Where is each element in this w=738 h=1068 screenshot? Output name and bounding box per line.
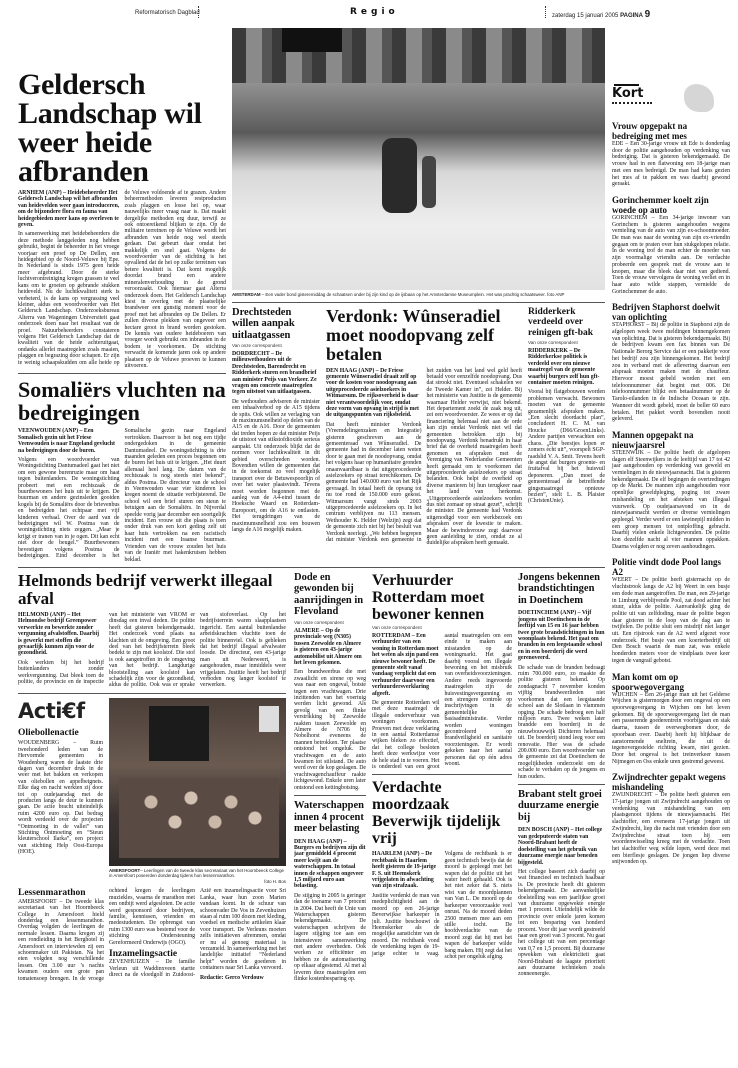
headline: Drechtsteden willen aanpak uitlaatgassen: [232, 306, 295, 341]
right-bottom-block: [294, 572, 605, 983]
lead: HELMOND (ANP) – Het Helmondse bedrijf Greenpower verwerkte en bewerkte zonder vergunning afvalstoffen. Daarbij is gewerkt met stoffen die gevaarlijk kunnen zijn voor de gezondheid.: [18, 611, 99, 657]
kort-headline: Politie vindt dode Pool langs A2: [612, 557, 722, 578]
body-text: De schade van de branden bedraagt ruim 700.000 euro, zo maakte de politie gisteren bekend. Op zondagnacht 7 november konden vijftig brandweerlieden niet voorkomen dat een leegstaande school aan de Slotlaan in vlammen opging. De schade bedroeg een half miljoen euro. Twee weken later brandde een boerderij in de nieuwbouwwijk Dichteren helemaal uit. De boerderij stond leeg voor een renovatie. Hier was de schade 200.000 euro. Een woordvoerder van de gemeente zei dat Doetinchem de mogelijkheden onderzoekt om de schade te verhalen op de jongens en hun ouders.: [518, 664, 605, 780]
kort-item: [612, 557, 730, 664]
article-dode-gewonden: [294, 572, 366, 791]
kort-headline: Bedrijven Staphorst doelwit van oplichting: [612, 302, 720, 323]
caption-place: AMERSFOORT: [109, 867, 141, 873]
page-date-line: [552, 9, 650, 20]
article-brabant: [518, 789, 605, 978]
divider: [18, 567, 605, 568]
headline-verhuurder: Verhuurder Rotterdam moet bewoner kennen: [372, 571, 485, 623]
article-somalie: [18, 378, 226, 563]
lead: DEN HAAG (ANP) – De Friese gemeente Wûnseradiel draait zelf op voor de kosten voor noodopvang aan uitgeprocedeerde asielzoekers in Witmarsum. De rijksoverheid is daar niet verantwoordelijk voor, omdat deze vorm van opvang in strijd is met de uitgangspunten van rijksbeleid.: [326, 367, 419, 419]
body-text: Justitie verdenkt de man van medeplichtigheid aan de moord op een 26-jarige Beverwijkse barkeeper in juli. Justitie beschouwt de Heemskerker als de mogelijke aanstichter van de moord. De rechtbank vond de verdenking tegen de 19-jarige echter te vaag. Volgens de rechtbank is er geen technisch bewijs dat de moord is gepleegd met het wapen dat de politie uit het water heeft gehaald. Ook is het niet zeker dat S. niets wist van de moordplannen van Van L. De moord op de barkeeper veroorzaakte veel onrust. Na de moord deden 2500 mensen mee aan een stille tocht. De hoofdverdachte van de moord zegt dat hij met het wapen de barkeeper wilde bang maken. Hij zegt dat het schot per ongeluk afging.: [372, 851, 512, 960]
byline: Van onze correspondent: [372, 624, 422, 630]
divider: [232, 302, 605, 303]
lead: VEENWOUDEN (ANP) – Een Somalisch gezin uit het Friese Veenwouden is naar Engeland gevlucht na bedreigingen door de buren.: [18, 428, 115, 454]
kort-body: ZWIJNDRECHT – De politie heeft gisteren een 17-jarige jongen uit Zwijndrecht aangehouden op verdenking van mishandeling van een plaatsgenoot tijdens de nieuwjaarsnacht. Het slachtoffer, een eveneens 17-jarige jongen uit Zwijndrecht, liep die nacht met vrienden door een Zwijndrechtse straat toen hij een woordenwisseling kreeg met de verdachte. Toen het slachtoffer weg wilde lopen, werd deze met een bierflesje geslagen. De jongen liep diverse snijwonden op.: [612, 792, 730, 866]
headline: Brabant stelt groei duurzame energie bij: [518, 788, 602, 823]
lead: ALMERE – Op de provinciale weg (N305) tussen Zeewolde en Almere is gisteren een 43-jarige automobilist uit Almere om het leven gekomen.: [294, 627, 362, 666]
body-text: De gemeente Rotterdam wil met deze maatregel de illegale onderverhuur van woningen voorkomen. Proeven met deze verklaring in een aantal Rotterdamse wijken bleken zo effectief, dat het college besloten heeft deze werkwijze voor de hele stad in te voeren. Het is onderdeel van een groot aantal maatregelen om een einde te maken aan misstanden op de woningmarkt. Het gaat daarbij vooral om illegale bewoning en het misbruik van overheidsvoorzieningen. Andere reeds ingevoerde maatregelen zijn de huisvestingsvergunning en een strengere controle op inschrijvingen in de gemeentelijke basisadministratie. Verder worden woningen gecontroleerd op brandveiligheid en sanitaire voorzieningen. Er wordt gekeken naar het aantal personen dat op één adres woont.: [372, 632, 512, 771]
article-body: [18, 612, 286, 689]
headline: Jongens bekennen brandstichtingen in Doetinchem: [518, 571, 600, 606]
actief-block: [18, 698, 286, 885]
headline-heide: Geldersch Landschap wil weer heide afbranden: [18, 68, 202, 188]
article-jongens-doetinchem: [518, 572, 605, 780]
divider: [198, 6, 199, 18]
actief-articles: [18, 888, 286, 982]
kort-item: [612, 772, 730, 866]
kort-header: [612, 84, 730, 114]
actief-left-column: [18, 698, 103, 856]
body-text-inzameling: ZEVENHUIZEN – De familie Verleun uit Waddinxveen startte direct na de vloedgolf in Zuidoost-Azië een inzamelingsactie voor Sri Lanka, waar hun zoon Marien vandaan komt. In de schuur van schoonvader De Vos in Zevenhuizen staan al ruim 100 dozen met kleding, voedsel en medische artikelen klaar voor transport. De Verleuns moeten zelfs initiatieven afremmen, omdat er nu al genoeg materiaal is verzameld. In samenwerking met het landelijke initiatief “Nederland helpt” worden de goederen in containers naar Sri Lanka vervoerd.: [109, 888, 286, 979]
page-number: 9: [644, 9, 651, 20]
article-drechtsteden: [232, 307, 320, 534]
kort-headline: Mannen opgepakt na nieuwjaarsrel: [612, 429, 694, 450]
lead: DEN HAAG (ANP) – Burgers en bedrijven zijn dit jaar gemiddeld 4 procent meer kwijt aan de waterschappen. In totaal innen de schappen ongeveer 1,5 miljard euro aan belasting.: [294, 838, 366, 890]
body-text: WOUDENBERG – Ruim tweehonderd leden van de Hervormde gemeenten in Woudenberg waren de laatste drie dagen van december druk in de weer met het bakken en verkopen van oliebollen en appelbeignets. Elke dag en nacht werkten zij door tot op oudejaarsdag met de producten langs de deur te kunnen gaan. De actie bracht uiteindelijk ruim 4200 euro op. Dat bedrag wordt verdeeld over de projecten “Ontmoeting in de vallei” van Stichting Ontmoeting en “Steun kleuterschool Ilarka”, een project van stichting Help Oost-Europa (HOE).: [18, 740, 103, 856]
body-text: Volgens een woordvoerder van Woningstichting Dantumadeel gaat het niet om een gewone burenruzie maar om haat tegen buitenlanders. De woningstichting probeert met een rechtszaak de buurtbewoners het huis uit te krijgen. De buurman en andere gezinsleden gooiden kogels bij de Somaliërs door de brievenbus en bedreigden het echtpaar met vijf kinderen verbaal. Over de aard van de bedreigingen wil W. Postma van de woningstichting niets zeggen. „Maar je krijgt er tranen van in je ogen. Dit kan echt niet door de beugel.” Buurtbewoners bevestigen volgens Postma de bedreigingen. Eind december is het Somalische gezin naar Engeland vertrokken. Daarvoor is het nog een tijdje ondergedoken in de gemeente Dantumadeel. De woningstichting is drie maanden geleden een proces begonnen om de buren het huis uit te krijgen. „Het duurt allemaal heel lang. De datum van de rechtszaak is nog steeds niet bekend”, aldus Postma. De directeur van de school in Veenwouden waar vier kinderen les kregen noemt de situatie verbijsterend. De school wil een brief sturen om steun te betuigen aan de Somaliërs. In Nijverdal speelde vorig jaar december een soortgelijk incident. Een vrouw uit die plaats is toen onder druk van een kort geding zelf uit haar huis vertrokken na een racistisch incident met een Iraanse buurman. Vrienden van de vrouw zouden het huis van de Iraniër met hakenkruisen hebben beklad.: [18, 428, 226, 563]
section-title: Regio: [350, 7, 399, 17]
body-text-lessenmarathon: AMERSFOORT – De tweede klas secretariaat van het Hoornbeeck College in Amersfoort hield donderdag een lessenmarathon. Overdag volgden de leerlingen de normale lessen. Daarna kregen zij een rondleiding in het Berghotel in Amersfoort en interviewden zij een schoenmaker uit Pakistan. Na het eten volgden nog verschillende lessen. Om 3.00 uur ’s nachts kwamen ouders een grote pan tomatensoep brengen. In de vroege ochtend kregen de leerlingen muziekles, waarna de marathon met een ontbijt werd afgesloten. De actie werd gesponsord door bedrijven, familie, kennissen, vrienden en medestudenten. De opbrengst van ruim 1300 euro was bestemd voor de stichting Ondersteuning Gereformeerd Onderwijs (OGO).: [18, 888, 195, 982]
article-body: [18, 190, 226, 369]
kort-body: GORINCHEM – Een 34-jarige inwoner van Gorinchem is gisteren aangehouden wegens vernieling van de auto van zijn ex-schoonmoeder. De man was naar de woning van zijn ex-vriendin gegaan om te praten over hun stukgelopen relatie. In de woning trof de man echter de moeder van zijn voormalige vriendin aan. De verdachte probeerde een gesprek met de vrouw aan te knopen, maar die bleek daar niet van gediend. Toen de vrouw vervolgens de woning verliet en in haar auto wilde stappen, vernielde de Gorinchemmer de auto.: [612, 214, 730, 295]
lead: DOETINCHEM (ANP) – Vijf jongens uit Doetinchem in de leeftijd van 15 en 16 jaar hebben twee grote brandstichtingen in hun woonplaats bekend. Het gaat om branden in een leegstaande school en in een boerderij die werd gerenoveerd.: [518, 610, 605, 662]
caption-text: – Leerlingen van de tweede klas secretariaat van het Hoornbeeck College in Amersfoort poseerden donderdag tijdens hun lessenmarathon.: [109, 867, 284, 879]
body-text: Vooral bij flatgebouwen worden problemen verwacht. Bewoners moeten van de gemeente gezamenlijk afspraken maken. „Een slecht doordacht plan”, concludeert H. C. M. van Houcke (D66/GroenLinks). Andere partijen verwachten een chaos. „Die beestjes lopen er zomers écht uit”, voorspelt SGP-raadslid V. A. Smit. Tevens heeft de angst dat burgers groente- en fruitafval bij het huisvuil deponeren. „Dan moet de gemeenteraad de betreffende gingsmaatregel opnieuw bezien”, stelt L. B. Plaisier (ChristenUnie).: [528, 389, 605, 505]
body-text: Ook werkten bij het bedrijf buitenlanders zonder werkvergunning. Dat bleek toen de politie, de provincie en de inspectie van het ministerie van VROM er dinsdag een inval deden. De politie heeft dat gisteren bekendgemaakt. Het onderzoek vond plaats na klachten uit de omgeving. Een groot deel van het bedrijfsterrein bleek bedekt te zijn met koolstof. Die stof is ook aangetroffen in de omgeving van het bedrijf. Langdurige blootstelling aan koolstof kan schadelijk zijn voor de gezondheid, aldus de politie. Ook was er sprake van stofoverlast. Op het bedrijfsterrein waren slaapplaatsen ingericht. Een aantal buitenlandse arbeidskrachten vluchtte toen de politie binnenviel. Ook is gebleken dat het bedrijf illegaal afvalwater loosde. De directeur, een 43-jarige man uit Nederweert, is aangehouden, maar inmiddels weer vrijgelaten. Justitie heeft het bedrijf verboden nog langer koolstof te verwerken.: [18, 611, 286, 689]
headline-lessenmarathon: Lessenmarathon: [18, 888, 86, 899]
kort-headline: Zwijndrechter gepakt wegens mishandeling: [612, 772, 726, 793]
editor-credit: Redactie: Gerco Verdouw: [200, 974, 264, 981]
article-helmond: [18, 572, 286, 689]
byline: Van onze correspondent: [528, 340, 578, 345]
divider: [545, 6, 546, 18]
date: zaterdag 15 januari 2005: [552, 13, 619, 19]
lead: DEN BOSCH (ANP) – Het college van gedeputeerde staten van Noord-Brabant heeft de doelstelling van het gebruik van duurzame energie naar beneden bijgesteld.: [518, 827, 603, 866]
article-ridderkerk: [528, 307, 605, 505]
caption-place: AMSTERDAM: [232, 292, 261, 297]
page-label: PAGINA: [620, 13, 643, 19]
divider: [18, 693, 286, 694]
article-body: [372, 633, 512, 771]
body-text: Het college baseert zich daarbij op wat financieel en technisch haalbaar is. De provincie heeft dit gisteren bekendgemaakt. De aanvankelijke doelstelling was een jaarlijkse groei van duurzame opgewekte energie met 1 procent. Uiteindelijk wilde de provincie over enkele jaren komen tot een besparing van honderd procent. Voor dit jaar wordt gestreefd naar een groei van 3 procent. Nu gaat het college uit van een percentage van 0,7 en 1,5 procent. Bij duurzame opwekken van elektriciteit gaat Noord-Brabant de laagste prioriteit aan duurzame technieken zoals zonneenergie.: [518, 868, 605, 978]
headline: Dode en gewonden bij aanrijdingen in Flevoland: [294, 571, 364, 618]
byline: Van onze correspondent: [294, 619, 344, 625]
photo-block: [109, 698, 286, 885]
actief-logo: Acti€f: [18, 698, 85, 723]
article-body: [18, 428, 226, 563]
divider: [372, 774, 512, 775]
kort-body: EDE – Een 30-jarige vrouw uit Ede is donderdag door de politie aangehouden op verdenking van bedreiging. Dat is gisteren bekendgemaakt. De vrouw had in een flatwoning een 18-jarige man met een mes bedreigd. De man had kans gezien het mes af te pakken en was daarbij gewond geraakt.: [612, 141, 730, 188]
lead: ROTTERDAM – Een verhuurder van een woning in Rotterdam moet het weten als zijn pand een nieuwe bewoner heeft. De gemeente stelt vanaf vandaag verplicht dat een verhuurder daarvoor een verhuurdersverklaring afgeeft.: [372, 632, 439, 697]
bottom-row: [18, 572, 605, 983]
divider: [518, 784, 605, 785]
headline: Waterschappen innen 4 procent meer belasting: [294, 800, 365, 835]
kort-item: [612, 121, 730, 188]
headline: Ridderkerk verdeeld over reinigen gft-bak: [528, 306, 594, 338]
kort-body: WIJCHEN – Een 26-jarige man uit het Gelderse Wijchen is gistermorgen door een ongeval op een spoorwegovergang in Wijchen om het leven gekomen. Bij de spoorwegovergang liet de man een passerende goederentrein voorbijgaan en stak daarna, tussen de overwegbomen door, de spoorbaan over. Daarbij heeft hij blijkbaar de aanstormende sneltrein, die uit de tegenovergestelde richting kwam, niet gezien. Door het ongeval is het treinverkeer tussen Nijmegen en Oss enkele uren gestremd geweest.: [612, 691, 730, 765]
kort-items: [612, 121, 730, 866]
photo-class-hoornbeeck: [109, 698, 286, 866]
headline-inzameling: Inzamelingsactie: [109, 948, 178, 959]
article-verhuurder: [372, 572, 512, 771]
column-dode-water: [294, 572, 366, 983]
kort-headline: Gorinchemmer koelt zijn woede op auto: [612, 194, 709, 215]
article-waterschappen: [294, 800, 366, 982]
body-text: De wethouders adviseren de minister een inhaalverbod op de A15 tijdens de spits. Ook willen ze verlaging van de maximumsnelheid op delen van de A15 en de A16. Door de gemeenten dat treden hopen ze dat minister Peijs de uitstoot van stikstofdioxide serieus aanpakt. Uit onderzoek blijkt dat de normen voor luchtkwaliteit in dit gebied overschreden worden. Bovendien willen de gemeenten dat in de toekomst zo veel mogelijk transport over de Betuwespoorlijn of over het water plaatsvindt. Tevens moet worden begonnen met de aanleg van de A4-eind tussen de Hoeksche Waard en Rotterdam-Europoort, om de A16 te ontlasten. Het terugdringen van de maximumsnelheid zou een bouwen langs de A16 mogelijk maken.: [232, 398, 320, 533]
lead: DORDRECHT – De milieuwethouders uit de Drechtsteden, Barendrecht en Ridderkerk sturen een brandbrief aan minister Peijs van Verkeer. Ze vragen om concrete maatregelen tegen uitstoot van uitlaatgassen.: [232, 351, 317, 396]
article-row: [232, 307, 605, 547]
lead: HAARLEM (ANP) – De rechtbank in Haarlem heeft gisteren de 19-jarige F. S. uit Heemskerk vrijgelaten in afwachting van zijn strafzaak.: [372, 851, 437, 890]
kort-headline: Vrouw opgepakt na bedreiging met mes: [612, 121, 688, 141]
headline-helmond: Helmonds bedrijf verwerkt illegaal afval: [18, 570, 273, 608]
body-text: De stijging in 2005 is geringer dan de toename van 7 procent in 2004. Dat heeft de Unie van Waterschappen gisteren bekendgemaakt. De waterschappen schrijven de lagere stijging toe aan een intensievere samenwerking met andere overheden. Ook werken ze efficiënter en hebben ze de automatisering op elkaar afgestemd. Al met al leveren deze maatregelen een flinke kostenbesparing op.: [294, 892, 366, 983]
body-text: Een brandweerbus die met zwaailicht en sirene op weg was naar een ongeval, botste tegen een vrachtwagen. Drie inzittenden van het voertuig werden licht gewond. Als gevolg van een flinke verstrikking bij Zeewolde raakten tussen Zeewolde en Almere de N706 bij Nobelhorst eveneens de mannen betrokken. Ter plaatse ontstond het ongeluk. De vrachtwagen en de auto kwamen tot stilstand. De auto werd over de kop geslagen. De vrachtwagenchauffeur raakte lichtgewond. Enkele uren later ontstond een kettingbotsing.: [294, 669, 366, 791]
right-top-block: [232, 28, 605, 547]
kort-headline: Man komt om op spoorwegovergang: [612, 671, 684, 692]
photo-caption: [232, 292, 605, 298]
photo-caption: [109, 868, 286, 885]
article-heide: [18, 28, 226, 369]
lead: ARNHEM (ANP) – Heidebeheerder Het Geldersch Landschap wil het afbranden van heidevelden weer gaan introduceren, om de bijzondere flora en fauna van heidegebieden meer kans op overleven te geven.: [18, 190, 120, 229]
byline: Van onze correspondent: [232, 343, 282, 348]
top-row: [18, 28, 605, 563]
article-verdachte: [372, 779, 512, 960]
kort-title: Kort: [612, 86, 644, 101]
article-body: [372, 851, 512, 960]
kort-item: [612, 430, 730, 551]
kort-item: [612, 672, 730, 766]
kort-item: [612, 195, 730, 295]
divider: [18, 373, 226, 374]
main-area: [18, 28, 605, 983]
photo-skating-museumplein: [232, 28, 605, 290]
headline: Oliebollenactie: [18, 727, 79, 738]
photo-credit: foto H. Bos: [264, 878, 286, 884]
divider: [294, 795, 366, 796]
kort-body: WEERT – De politie heeft gisternacht op de vluchtstrook langs de A2 bij Weert in een busje een dode man aangetroffen. De man, een 29-jarige in Limburg verblijvende Pool, zat dood achter het stuur, aldus de politie. Aanvankelijk ging de politie uit van zelfdoding, maar de politie begon daar gisteren in de loop van de dag aan te twijfelen. De politie sluit een misdrijf niet langer uit. Een rijstrook van de A2 werd afgezet voor onderzoek. Het busje van een koerierbedrijf uit Den Bosch waarin de man zat, was enkele honderden meters voor de vindplaats twee keer tegen de vangrail gebotst.: [612, 577, 730, 664]
kort-body: STEENWIJK – De politie heeft de afgelopen dagen elf Steenwijkers in de leeftijd van 17 tot 42 jaar aangehouden op verdenking van geweld en vernielingen in de nieuwjaarsnacht. Dat is gisteren bekendgemaakt. De elf begingen de overtredingen op de Markt. De mannen zijn aangehouden voor openlijke geweldpleging, poging tot zware mishandeling en het afsteken van illegaal vuurwerk. Op oudejaarsavond en in de nieuwjaarsnacht werden er diverse vernielingen gepleegd. Verder werd er een lawinepijl midden in een groep mensen tot ontploffing gebracht. Daarbij vielen enkele lichtgewonden. De politie kon dezelfde nacht al vier mannen oppakken. Daarna volgden er nog zeven aanhoudingen.: [612, 449, 730, 550]
article-body: [326, 368, 522, 547]
body-text: In samenwerking met heidebeheerders die deze methode langgeleden nog hebben gebruikt, begint de beheerder in het vroege voorjaar een proef op De Dellen, een heidegebied op de Noord-Veluwe bij Epe. In Nederland is sinds 1975 geen heide meer afgebrand. Door de sterke luchtverontreiniging kregen grassen te veel kans om te groeien op gebrande stukken heideveld. Nu de luchtkwaliteit sterk is verbeterd, is de kans op vergrassing veel kleiner, aldus een woordvoerder van Het Geldersch Landschap. Onderzoeksbureau Alterra van Wageningen Universiteit gaat onderzoek doen naar het resultaat van de proef. Natuurbeheerders constateren volgens Het Geldersch Landschap dat de kwaliteit van de heide achteruitgaat, ondanks allerlei maatregelen zoals maaien, plaggen en begrazing door schapen. Er zijn te weinig schaapskudden om alle heide op de Veluwe voldoende af te grazen. Andere beheermethoden leveren restproducten zoals plaggen en losse hei op, waar nauwelijks meer vraag naar is. Dat maakt dergelijke methoden erg duur, terwijl ze ook ontoereikend blijken te zijn. Op de militaire terreinen op de Veluwe wordt het afbranden van heide nog wel steeds gedaan. Dat gebeurt daar omdat het makkelijk en snel gaat. Volgens de woordvoerder van de stichting is het opvallend dat de hei op zulke terreinen van betere kwaliteit is. Dat komt mogelijk doordat brand een andere mineralenverhouding in de grond veroorzaakt. Ook hiernaar gaat Alterra onderzoek doen. Het Geldersch Landschap kiest in overleg met de plaatselijke brandweer een gunstig moment voor de proef met het afbranden op De Dellen. Er zullen diverse plekken van ongeveer een hectare groot in brand worden gestoken. De kennis van oudere heideboeren van vroeger wordt gebruikt om inbranden in de bodem te voorkomen. De stichting verwacht de komende jaren ook op andere plaatsen op de Veluwe proeven te kunnen uitvoeren.: [18, 190, 226, 369]
body-text: Dat heeft minister Verdonk (Vreemdelingenzaken en Integratie) gisteren geschreven aan de gemeenteraad van Wûnseradiel. De gemeente had in december laten weten door te gaan met de noodopvang, omdat het volgens haar op humanitaire gronden onaanvaardbaar is dat uitgeprocedeerde asielzoekers op straat terechtkomen. De gemeente had 140.000 euro van het Rijk gevraagd. In totaal heeft de opvang tot nu toe rond de 150.000 euro gekost. Witmarsum vangt sinds 2003 uitgeprocedeerde asielzoekers op. In het centrum verblijven nu 113 mensen. Wethouder K. Helder (Welzijn) zegt dat de gemeente zich niet bij het besluit van Verdonk neerlegt. „We hebben begrepen dat minister Verdonk een gemeente in het zuiden van het land wel geld heeft betaald voor eenzelfde noodopvang. Dus dat strookt niet. Eventueel schakelen we de Tweede Kamer in”, zei Helder. Bij het ministerie van Justitie is de gemeente waarnaar Helder verwijst, niet bekend. Het departement zoekt de zaak nog uit, zei een woordvoerster. Ze wees er op dat financiering helemaal niet aan de orde kan zijn omdat Verdonk niet wil dat gemeenten betrokken zijn bij noodopvang. Verdonk benadrukt in haar brief dat de overheid maatregelen heeft genomen en afspraken met de Vereniging van Nederlandse Gemeenten heeft gemaakt om te voorkomen dat uitgeprocedeerde asielzoekers op straat belanden. Ook helpt de overheid op diverse manieren bij hun terugkeer naar het land van herkomst. „Uitgeprocedeerde asielzoekers worden dus niet zomaar op straat gezet”, schrijft de minister. De gemeente had Verdonk uitgenodigd voor een werkbezoek om afspraken over de kwestie te maken. Maar de bewindsvrouw zegt daarvoor geen aanleiding te zien, omdat ze al duidelijke afspraken heeft gemaakt.: [326, 367, 522, 547]
headline-somalie: Somaliërs vluchten na bedreigingen: [18, 377, 226, 426]
column-jongens-brabant: [518, 572, 605, 978]
headline-verdonk: Verdonk: Wûnseradiel moet noodopvang zelf betalen: [326, 305, 501, 364]
article-oliebollen: [18, 728, 103, 856]
headline-verdachte: Verdachte moordzaak Beverwijk tijdelijk vrij: [372, 779, 501, 848]
photo-credit: foto ANP: [547, 292, 565, 297]
kort-body: STAPHORST – Bij de politie in Staphorst zijn de afgelopen week twee meldingen binnengekomen van oplichting. Dat is gisteren bekendgemaakt. Bij de bedrijven kwam een fax binnen van De Nationale Berorg Service dat er een pakketje voor het bedrijf zou zijn binnengekomen. Het bedrijf zou in verband met de aflevering daarvan een afspraak moeten maken met de chauffeur. Hiervoor moest gebeld worden met een telefoonnummer dat begint met 006. Dit telefoonnummer blijkt een betaalnummer op de Tarolo-eilanden in de Indische Oceaan te zijn. Wanneer dit wordt gebeld, moet de beller 60 euro betalen. Het pakket wordt bovendien nooit geleverd.: [612, 322, 730, 423]
left-bottom-block: [18, 572, 286, 982]
left-column: [18, 28, 226, 563]
article-verdonk: [326, 307, 522, 547]
kort-item: [612, 302, 730, 423]
column-verhuur-verdachte: [372, 572, 512, 960]
kort-column: [612, 84, 730, 866]
caption-text: – Een vader bond gisteremiddag de schaatsen onder bij zijn kind op de ijsbaan op het Amsterdamse Museumplein. Het was prachtig schaatsweer.: [260, 292, 546, 297]
lead: RIDDERKERK – De Ridderkerkse politiek is verdeeld over een nieuwe maatregel van de gemeente waarbij burgers zelf hun gft-container moeten reinigen.: [528, 348, 600, 387]
paper-name: Reformatorisch Dagblad: [135, 10, 200, 16]
